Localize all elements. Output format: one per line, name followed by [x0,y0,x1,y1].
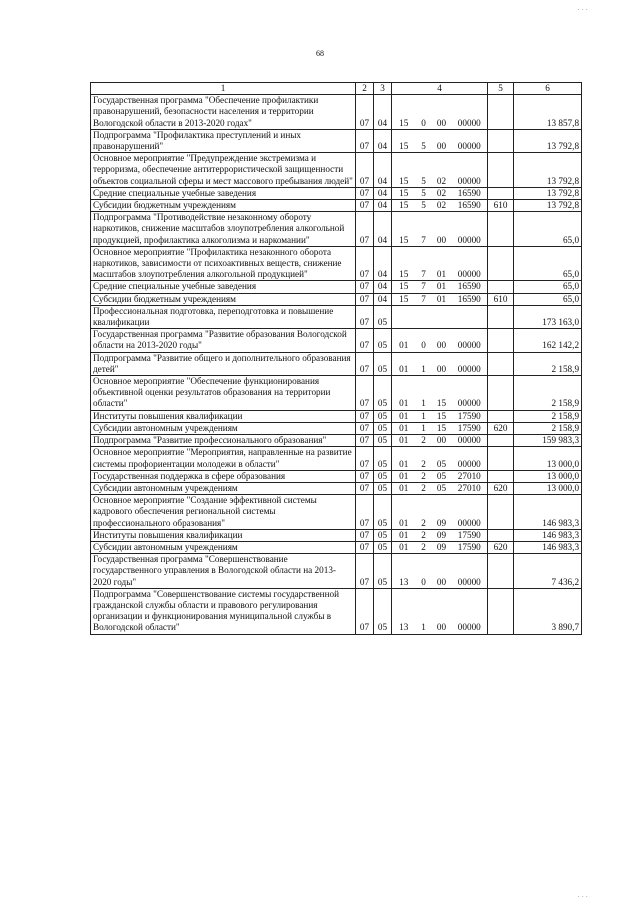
row-code-4a: 01 [392,447,416,470]
row-code-4c: 15 [432,410,452,422]
row-code-4b: 2 [416,482,432,494]
table-row [91,470,582,482]
row-code-4d: 16590 [452,200,488,212]
row-code-2: 07 [356,541,374,553]
header-col-5: 5 [488,83,514,95]
row-code-5 [488,281,514,293]
row-code-4b: 2 [416,541,432,553]
row-code-3: 04 [374,281,392,293]
row-code-4b: 5 [416,153,432,188]
row-code-2: 07 [356,329,374,352]
row-name: Государственная программа "Совершенствование государственного управления в Вологодской области на 2013-2020 годы" [91,554,356,589]
row-code-3: 04 [374,129,392,152]
row-code-2: 07 [356,447,374,470]
row-code-5 [488,246,514,281]
row-code-3: 05 [374,495,392,530]
row-code-4a: 01 [392,470,416,482]
row-code-4c: 00 [432,95,452,130]
row-code-4c: 00 [432,129,452,152]
row-name: Государственная программа "Обеспечение профилактики правонарушений, безопасности населения и территории Вологодской области в 2013-2020 годах" [91,95,356,130]
row-code-4b: 1 [416,410,432,422]
row-code-5 [488,153,514,188]
row-code-4b: 0 [416,95,432,130]
row-code-5: 620 [488,482,514,494]
row-code-4c: 05 [432,470,452,482]
row-code-4c: 00 [432,329,452,352]
table-row [91,482,582,494]
row-code-4d: 00000 [452,588,488,634]
row-code-4d: 00000 [452,435,488,447]
row-code-3: 05 [374,329,392,352]
row-amount: 65,0 [514,293,582,305]
row-code-3: 04 [374,246,392,281]
row-code-4b: 1 [416,588,432,634]
row-code-5 [488,470,514,482]
row-amount: 13 792,8 [514,187,582,199]
table-row [91,305,582,328]
row-code-4a: 15 [392,212,416,247]
row-code-4b: 7 [416,293,432,305]
row-code-4d: 16590 [452,281,488,293]
row-code-4d: 00000 [452,95,488,130]
row-code-2: 07 [356,529,374,541]
row-amount: 13 000,0 [514,470,582,482]
row-code-4a: 15 [392,153,416,188]
table-row [91,187,582,199]
row-code-4a: 13 [392,554,416,589]
row-code-4a: 01 [392,329,416,352]
row-code-4d: 27010 [452,482,488,494]
row-code-4b: 2 [416,529,432,541]
row-name: Средние специальные учебные заведения [91,187,356,199]
row-code-3: 05 [374,482,392,494]
table-row [91,153,582,188]
row-name: Государственная программа "Развитие образования Вологодской области на 2013-2020 годы" [91,329,356,352]
table-row [91,447,582,470]
row-code-4a: 15 [392,293,416,305]
row-code-3: 04 [374,153,392,188]
row-code-4b: 7 [416,212,432,247]
row-code-4c: 00 [432,588,452,634]
row-code-2: 07 [356,470,374,482]
header-col-4: 4 [392,83,488,95]
row-code-4c: 09 [432,529,452,541]
row-code-4c [432,305,452,328]
row-name: Подпрограмма "Совершенствование системы государственной гражданской службы области и правового регулирования организации и функционирования муниципальной службы в Вологодской области" [91,588,356,634]
row-name: Субсидии автономным учреждениям [91,422,356,434]
row-code-4a: 01 [392,435,416,447]
row-code-4d: 00000 [452,495,488,530]
row-code-4c: 01 [432,293,452,305]
row-code-4c: 00 [432,212,452,247]
row-amount: 13 792,8 [514,153,582,188]
row-code-3: 04 [374,95,392,130]
row-code-4b: 2 [416,470,432,482]
row-name: Субсидии бюджетным учреждениям [91,200,356,212]
row-code-4a: 15 [392,200,416,212]
row-code-2: 07 [356,376,374,411]
row-code-4b: 7 [416,281,432,293]
row-code-4d: 00000 [452,246,488,281]
row-code-4d: 00000 [452,212,488,247]
row-amount: 2 158,9 [514,422,582,434]
row-code-4a: 01 [392,410,416,422]
row-code-4b: 0 [416,329,432,352]
table-row [91,212,582,247]
row-code-4b: 1 [416,376,432,411]
row-code-5 [488,95,514,130]
table-row [91,281,582,293]
row-code-4c: 01 [432,281,452,293]
row-code-4c: 09 [432,495,452,530]
row-name: Институты повышения квалификации [91,529,356,541]
scan-mark-top: · · · [577,6,588,14]
row-name: Государственная поддержка в сфере образования [91,470,356,482]
scan-mark-bottom: · · · [577,893,588,901]
row-code-5: 620 [488,422,514,434]
row-code-3: 05 [374,422,392,434]
row-code-5 [488,588,514,634]
table-row [91,529,582,541]
row-code-3: 04 [374,187,392,199]
row-code-4d: 00000 [452,376,488,411]
row-code-5: 620 [488,541,514,553]
row-code-2: 07 [356,305,374,328]
row-name: Основное мероприятие "Предупреждение экстремизма и терроризма, обеспечение антитеррористической защищенности объектов социальной сферы и мест массового пребывания людей" [91,153,356,188]
row-code-4b: 0 [416,554,432,589]
row-code-2: 07 [356,129,374,152]
row-amount: 2 158,9 [514,410,582,422]
table-body [91,95,582,634]
row-code-2: 07 [356,293,374,305]
row-code-3: 05 [374,305,392,328]
row-code-2: 07 [356,212,374,247]
row-code-4a: 01 [392,422,416,434]
row-amount: 159 983,3 [514,435,582,447]
row-code-4d: 00000 [452,352,488,375]
row-code-4d: 17590 [452,529,488,541]
row-code-5 [488,129,514,152]
row-name: Субсидии автономным учреждениям [91,482,356,494]
row-code-5 [488,529,514,541]
row-amount: 173 163,0 [514,305,582,328]
row-code-4a: 15 [392,246,416,281]
row-code-4c: 15 [432,422,452,434]
row-code-4a: 01 [392,376,416,411]
row-amount: 2 158,9 [514,376,582,411]
row-amount: 65,0 [514,281,582,293]
row-amount: 146 983,3 [514,529,582,541]
row-code-4d: 00000 [452,554,488,589]
row-code-3: 05 [374,470,392,482]
row-amount: 146 983,3 [514,541,582,553]
row-name: Основное мероприятие "Мероприятия, направленные на развитие системы профориентации молодежи в области" [91,447,356,470]
row-name: Субсидии автономным учреждениям [91,541,356,553]
row-amount: 2 158,9 [514,352,582,375]
row-code-3: 04 [374,293,392,305]
row-code-4b: 2 [416,447,432,470]
row-code-5: 610 [488,200,514,212]
header-col-1: 1 [91,83,356,95]
row-code-4a: 15 [392,95,416,130]
row-code-3: 05 [374,376,392,411]
row-code-4a: 01 [392,529,416,541]
row-name: Субсидии бюджетным учреждениям [91,293,356,305]
row-name: Основное мероприятие "Профилактика незаконного оборота наркотиков, зависимости от психоактивных веществ, снижение масштабов злоупотребления алкогольной продукцией" [91,246,356,281]
row-code-5 [488,447,514,470]
row-code-2: 07 [356,422,374,434]
page-number: 68 [316,49,324,58]
row-code-3: 05 [374,435,392,447]
row-amount: 13 000,0 [514,482,582,494]
row-code-2: 07 [356,200,374,212]
row-code-3: 05 [374,541,392,553]
row-code-2: 07 [356,153,374,188]
row-code-2: 07 [356,588,374,634]
row-code-4c: 00 [432,554,452,589]
table-row [91,293,582,305]
row-code-4d: 00000 [452,153,488,188]
row-code-4d: 00000 [452,447,488,470]
row-code-4c: 02 [432,187,452,199]
row-code-2: 07 [356,410,374,422]
row-amount: 13 000,0 [514,447,582,470]
row-name: Подпрограмма "Противодействие незаконному обороту наркотиков, снижение масштабов злоупотребления алкогольной продукцией, профилактика алкоголизма и наркомании" [91,212,356,247]
row-code-4d: 00000 [452,129,488,152]
row-amount: 162 142,2 [514,329,582,352]
table-row [91,200,582,212]
row-code-2: 07 [356,246,374,281]
budget-table [90,82,582,635]
row-code-5: 610 [488,293,514,305]
row-code-2: 07 [356,352,374,375]
row-amount: 65,0 [514,246,582,281]
row-code-4b: 2 [416,435,432,447]
row-code-2: 07 [356,495,374,530]
row-code-5 [488,435,514,447]
row-name: Подпрограмма "Профилактика преступлений и иных правонарушений" [91,129,356,152]
row-code-5 [488,376,514,411]
row-amount: 13 792,8 [514,129,582,152]
row-code-4c: 15 [432,376,452,411]
row-amount: 65,0 [514,212,582,247]
row-code-4b: 2 [416,495,432,530]
row-code-2: 07 [356,95,374,130]
row-code-4d: 16590 [452,293,488,305]
row-code-3: 04 [374,200,392,212]
row-code-4b [416,305,432,328]
budget-table-wrap [90,82,581,635]
row-code-4a: 01 [392,541,416,553]
row-amount: 7 436,2 [514,554,582,589]
row-amount: 13 792,8 [514,200,582,212]
row-code-5 [488,495,514,530]
table-row [91,554,582,589]
row-code-3: 05 [374,410,392,422]
row-code-5 [488,554,514,589]
row-name: Профессиональная подготовка, переподготовка и повышение квалификации [91,305,356,328]
row-code-4a: 15 [392,281,416,293]
row-code-4c: 05 [432,482,452,494]
row-code-4a: 15 [392,187,416,199]
row-code-4a: 01 [392,482,416,494]
row-code-3: 04 [374,212,392,247]
table-row [91,95,582,130]
row-code-4b: 1 [416,422,432,434]
table-row [91,329,582,352]
row-name: Подпрограмма "Развитие профессионального образования" [91,435,356,447]
row-code-2: 07 [356,482,374,494]
row-code-2: 07 [356,187,374,199]
row-amount: 13 857,8 [514,95,582,130]
row-code-4c: 01 [432,246,452,281]
row-code-3: 05 [374,588,392,634]
row-code-4b: 5 [416,129,432,152]
table-row [91,376,582,411]
row-code-4c: 05 [432,447,452,470]
row-code-3: 05 [374,529,392,541]
row-amount: 3 890,7 [514,588,582,634]
row-amount: 146 983,3 [514,495,582,530]
row-code-4c: 09 [432,541,452,553]
row-code-5 [488,410,514,422]
row-code-4a: 01 [392,495,416,530]
row-code-5 [488,329,514,352]
row-code-5 [488,212,514,247]
header-col-6: 6 [514,83,582,95]
row-code-4c: 02 [432,153,452,188]
row-code-3: 05 [374,554,392,589]
row-code-5 [488,187,514,199]
table-row [91,246,582,281]
row-code-4c: 02 [432,200,452,212]
row-code-4d: 16590 [452,187,488,199]
row-code-4d: 27010 [452,470,488,482]
row-code-3: 05 [374,352,392,375]
table-row [91,495,582,530]
row-code-2: 07 [356,281,374,293]
table-row [91,352,582,375]
row-code-4a: 01 [392,352,416,375]
header-col-3: 3 [374,83,392,95]
row-code-4d: 17590 [452,422,488,434]
row-code-5 [488,352,514,375]
table-row [91,435,582,447]
row-code-4c: 00 [432,352,452,375]
row-name: Средние специальные учебные заведения [91,281,356,293]
row-code-4d [452,305,488,328]
row-code-2: 07 [356,435,374,447]
row-name: Основное мероприятие "Обеспечение функционирования объективной оценки результатов образования на территории области" [91,376,356,411]
row-code-3: 05 [374,447,392,470]
row-code-4a [392,305,416,328]
row-name: Основное мероприятие "Создание эффективной системы кадрового обеспечения региональной системы профессионального образования" [91,495,356,530]
row-code-4c: 00 [432,435,452,447]
row-code-4d: 00000 [452,329,488,352]
row-code-4b: 5 [416,200,432,212]
table-row [91,410,582,422]
row-code-4d: 17590 [452,410,488,422]
table-row [91,422,582,434]
table-row [91,541,582,553]
table-row [91,588,582,634]
row-code-4a: 13 [392,588,416,634]
header-col-2: 2 [356,83,374,95]
row-name: Подпрограмма "Развитие общего и дополнительного образования детей" [91,352,356,375]
table-header-row [91,83,582,95]
table-row [91,129,582,152]
row-code-4b: 1 [416,352,432,375]
row-code-5 [488,305,514,328]
row-code-4b: 5 [416,187,432,199]
row-name: Институты повышения квалификации [91,410,356,422]
row-code-2: 07 [356,554,374,589]
row-code-4a: 15 [392,129,416,152]
row-code-4d: 17590 [452,541,488,553]
row-code-4b: 7 [416,246,432,281]
